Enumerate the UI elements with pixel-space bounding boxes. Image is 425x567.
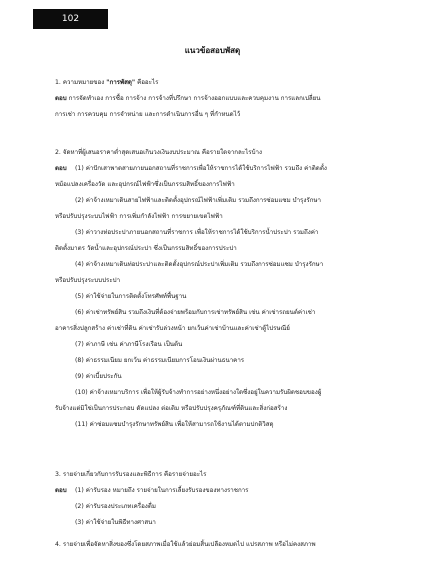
answer-label: ตอบ	[55, 487, 67, 494]
answer-3-item: (3) ค่าใช้จ่ายในพิธีทางศาสนา	[75, 519, 156, 526]
question-4	[55, 540, 373, 550]
answer-2-item: (9) ค่าเบี้ยประกัน	[75, 373, 122, 380]
question-1-text: 1. ความหมายของ "การพัสดุ" คืออะไร	[55, 79, 159, 86]
answer-label: ตอบ	[55, 165, 67, 172]
answer-2-item: (3) ค่าวางท่อประปาภายนอกสถานที่ราชการ เพื่อให้ราชการได้ใช้บริการน้ำประปา รวมถึงค่า	[75, 229, 319, 236]
question-3-text: 3. รายจ่ายเกี่ยวกับการรับรองและพิธีการ คือรายจ่ายอะไร	[55, 471, 207, 478]
answer-2-item: (5) ค่าใช้จ่ายในการติดตั้งโทรศัพท์พื้นฐาน	[75, 293, 187, 300]
answer-2-item-cont: ติดตั้งมาตร วัดน้ำและอุปกรณ์ประปา ซึ่งเป็นกรรมสิทธิ์ของการประปา	[55, 245, 237, 252]
answer-2-item: (11) ค่าซ่อมแซมบำรุงรักษาทรัพย์สิน เพื่อให้สามารถใช้งานได้ตามปกติวิสดุ	[75, 421, 274, 428]
answer-2-item-cont: หรือปรับปรุงระบบประปา	[55, 277, 121, 284]
answer-label: ตอบ	[55, 95, 67, 102]
question-3	[55, 470, 373, 528]
answer-2-item: (2) ค่าจ้างเหมาเดินสายไฟฟ้าและติดตั้งอุปกรณ์ไฟฟ้าเพิ่มเติม รวมถึงการซ่อมแซม บำรุงรักษา	[75, 197, 322, 204]
answer-2-list	[55, 164, 373, 430]
answer-1-line2: การเช่า การควบคุม การจำหน่าย และการดำเนินการอื่น ๆ ที่กำหนดไว้	[55, 111, 241, 118]
answer-2-item: (6) ค่าเช่าทรัพย์สิน รวมถึงเงินที่ต้องจ่ายพร้อมกับการเช่าทรัพย์สิน เช่น ค่าเช่ารถยนต์ค่าเช่า	[75, 309, 316, 316]
answer-2-item-cont: หม้อแปลงเครื่องวัด และอุปกรณ์ไฟฟ้าซึ่งเป็นกรรมสิทธิ์ของการไฟฟ้า	[55, 181, 235, 188]
question-1	[55, 78, 373, 120]
answer-2-item: (10) ค่าจ้างเหมาบริการ เพื่อให้ผู้รับจ้างทำการอย่างหนึ่งอย่างใดซึ่งอยู่ในความรับผิดชอบของผู้	[75, 389, 322, 396]
answer-2-item: (4) ค่าจ้างเหมาเดินท่อประปาและติดตั้งอุปกรณ์ประปาเพิ่มเติม รวมถึงการซ่อมแซม บำรุงรักษา	[75, 261, 324, 268]
answer-3-item: ตอบ (1) ค่ารับรอง หมายถึง รายจ่ายในการเลี้ยงรับรองของทางราชการ	[55, 487, 249, 494]
answer-2-item: (7) ค่าภาษี เช่น ค่าภาษีโรงเรือน เป็นต้น	[75, 341, 183, 348]
answer-2-item-cont: รับจ้างแต่มิใช่เป็นการประกอบ ดัดแปลง ต่อเติม หรือปรับปรุงครุภัณฑ์ที่ดินและสิ่งก่อสร้าง	[55, 405, 288, 412]
answer-2-item-cont: อาคารสิ่งปลูกสร้าง ค่าเช่าที่ดิน ค่าเช่ารับล่วงหน้า ยกเว้นค่าเช่าบ้านและค่าเช่าตู้ไปรษณีย์	[55, 325, 290, 332]
page-title: แนวข้อสอบพัสดุ	[184, 46, 241, 55]
answer-3-item: (2) ค่ารับรองประเภทเครื่องดื่ม	[75, 503, 156, 510]
answer-3-list	[55, 486, 373, 528]
answer-2-item: (8) ค่าธรรมเนียม ยกเว้น ค่าธรรมเนียมการโอนเงินผ่านธนาคาร	[75, 357, 245, 364]
answer-2-item-cont: หรือปรับปรุงระบบไฟฟ้า การเพิ่มกำลังไฟฟ้า การขยายเขตไฟฟ้า	[55, 213, 223, 220]
answer-2-item: ตอบ (1) ค่าปักเสาพาดสายภายนอกสถานที่ราชการเพื่อให้ราชการได้ใช้บริการไฟฟ้า รวมถึง ค่าติดตั้ง	[55, 165, 327, 172]
page-number: 102	[33, 9, 108, 29]
question-4-text: 4. รายจ่ายเพื่อจัดหาสิ่งของซึ่งโดยสภาพเมื่อใช้แล้วย่อมสิ้นเปลืองหมดไป แปรสภาพ หรือไม่คงสภาพ	[55, 541, 316, 548]
question-2	[55, 148, 373, 430]
question-2-text: 2. จัดหาที่ผู้เสนอราคาต่ำสุดเสนอเกินวงเงินงบประมาณ คือรายใดจากละไรบ้าง	[55, 149, 263, 156]
answer-1: ตอบ การจัดทำเอง การซื้อ การจ้าง การจ้างที่ปรึกษา การจ้างออกแบบและควบคุมงาน การแลกเปลี่ยน	[55, 95, 321, 102]
question-1-term: "การพัสดุ"	[106, 79, 136, 86]
